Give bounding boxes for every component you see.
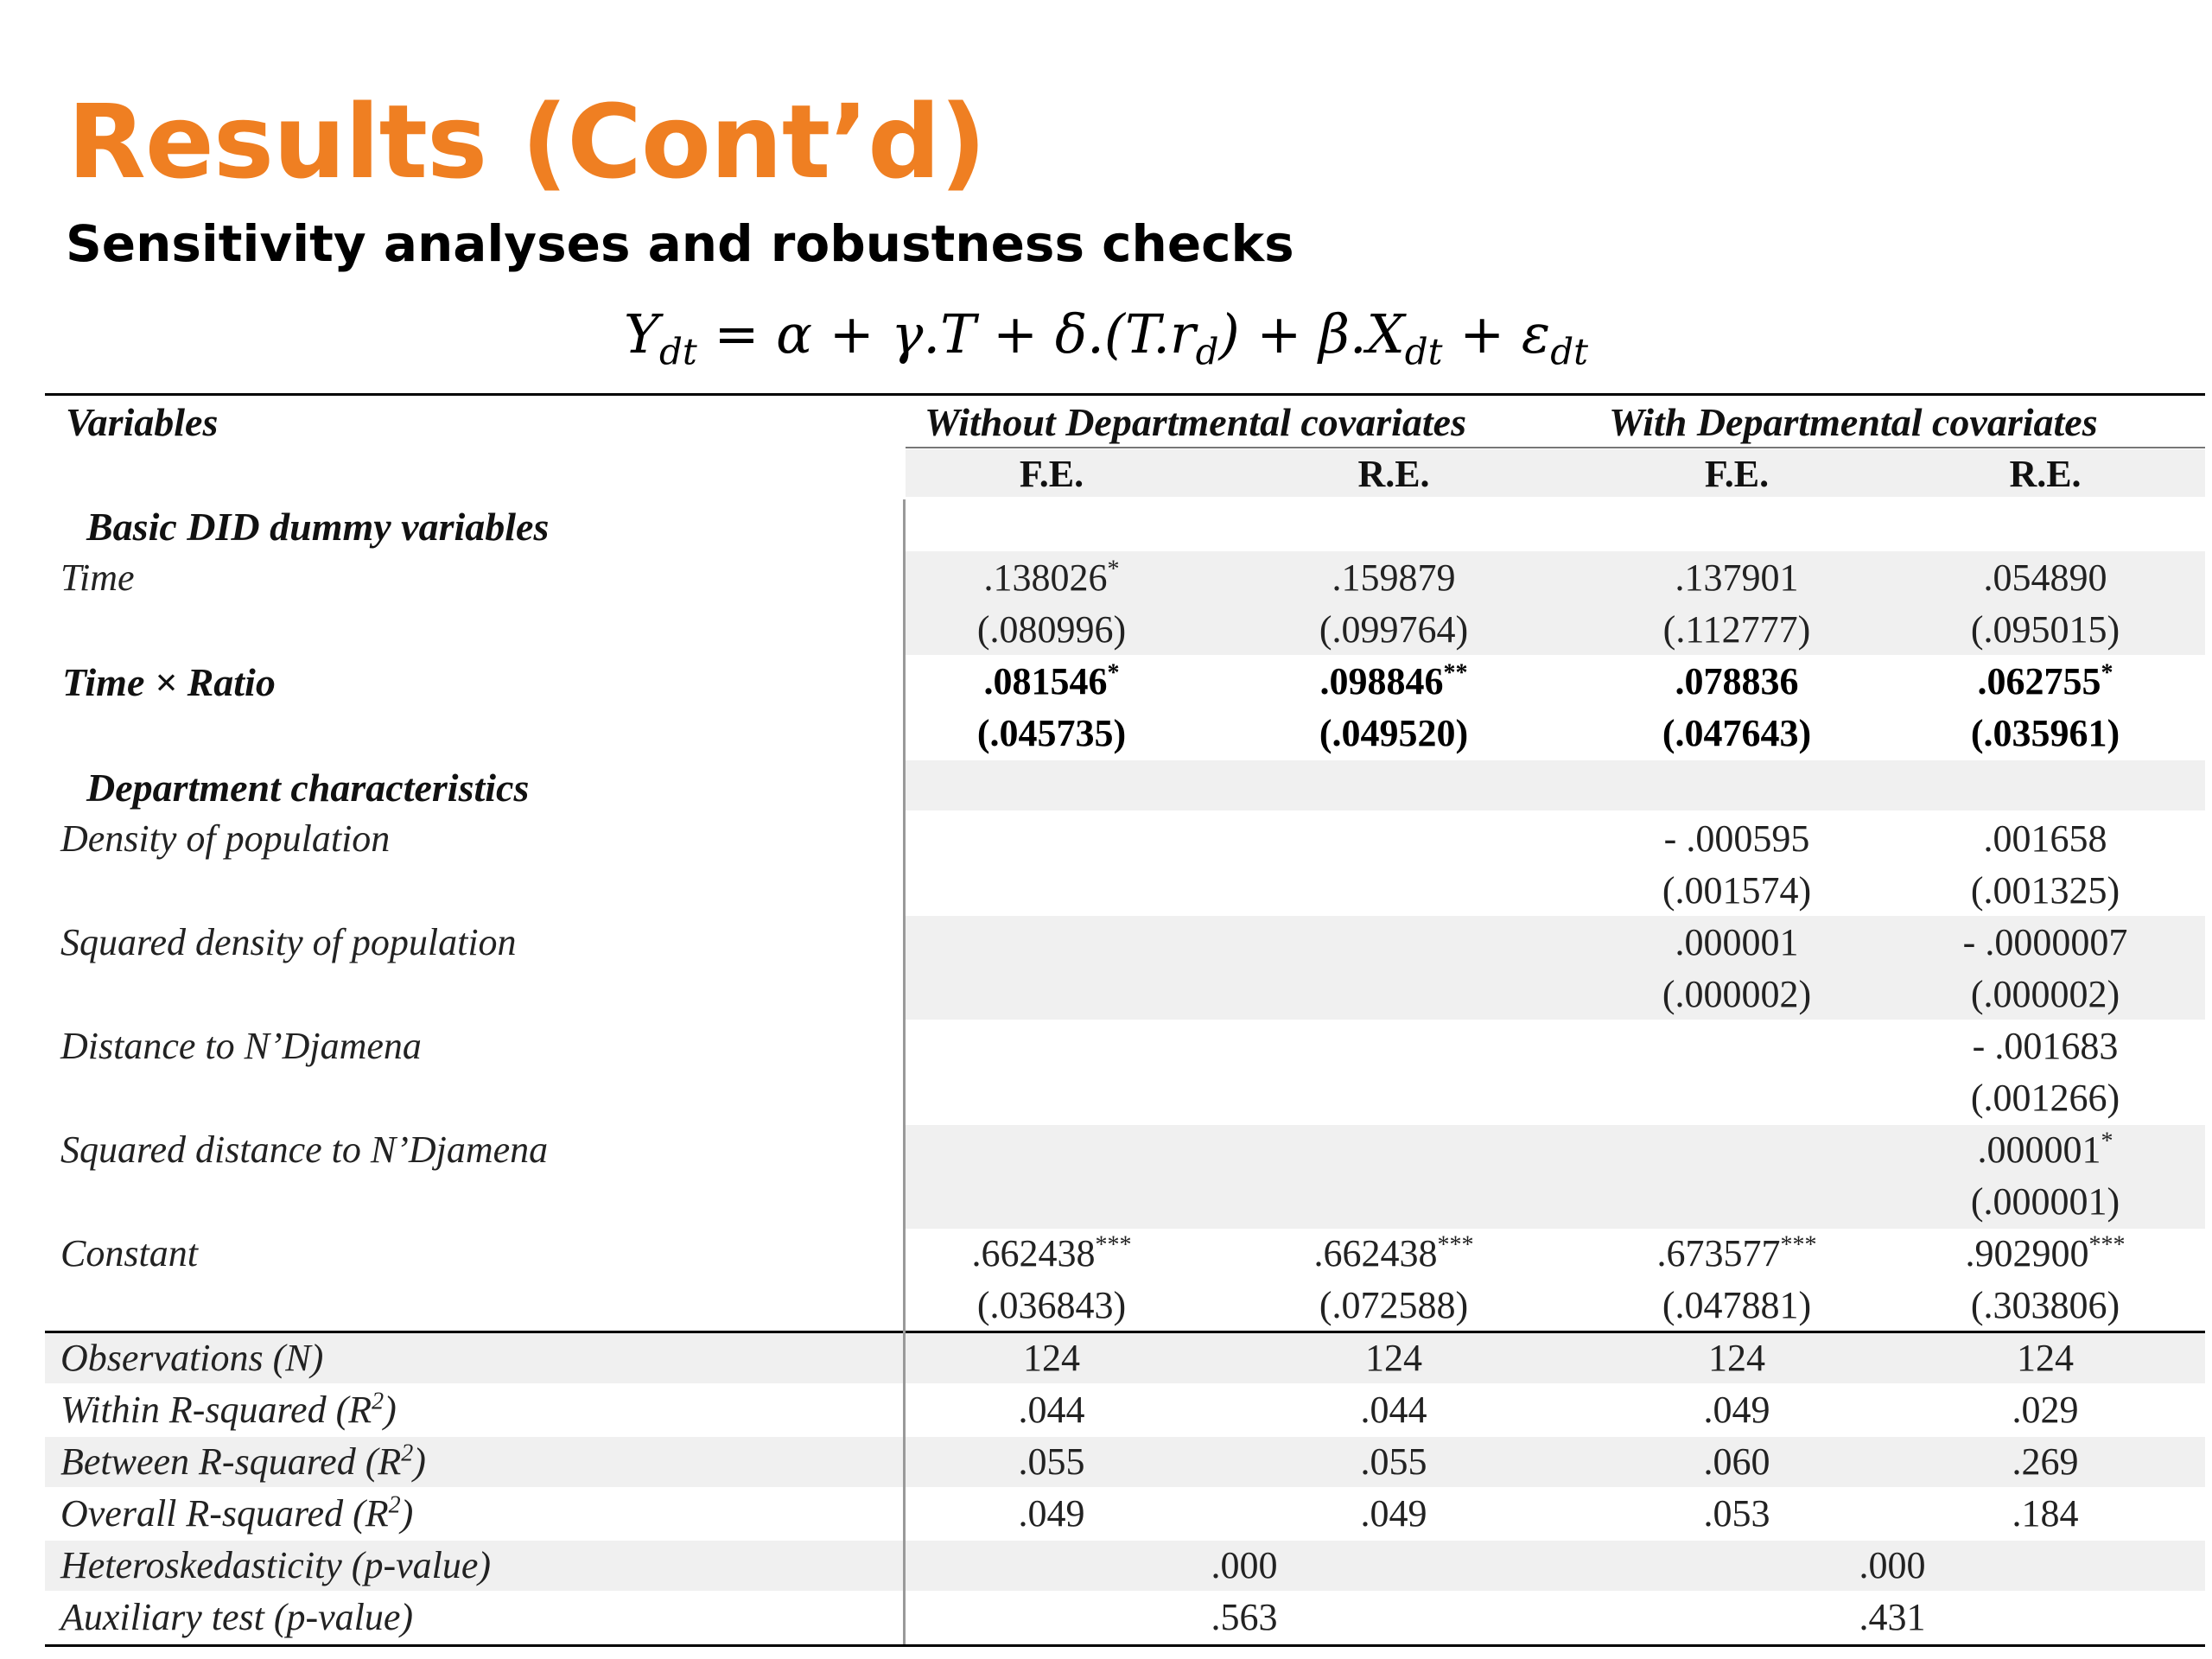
- header-fe-1: F.E.: [1019, 453, 1084, 495]
- band-obs: [45, 1333, 2205, 1383]
- row-label-sq-density: Squared density of population: [60, 921, 517, 963]
- within-c2: .044: [1360, 1389, 1427, 1431]
- ratio-c1-se: (.045735): [976, 712, 1127, 754]
- sqdistance-c4-se: (.000001): [1970, 1180, 2120, 1223]
- header-variables: Variables: [66, 400, 219, 444]
- header-re-2: R.E.: [2009, 453, 2082, 495]
- within-c3: .049: [1703, 1389, 1770, 1431]
- time-c3-se: (.112777): [1662, 608, 1811, 651]
- ratio-c3-se: (.047643): [1662, 712, 1812, 754]
- header-re-1: R.E.: [1357, 453, 1430, 495]
- obs-c2: 124: [1365, 1337, 1422, 1379]
- distance-c4: - .001683: [1972, 1025, 2119, 1067]
- obs-c1: 124: [1023, 1337, 1080, 1379]
- density-c4-se: (.001325): [1970, 869, 2120, 912]
- slide-subtitle: Sensitivity analyses and robustness checks: [66, 214, 1294, 273]
- density-c4: .001658: [1983, 817, 2107, 860]
- ratio-c2-se: (.049520): [1319, 712, 1469, 754]
- time-c1: .138026*: [983, 556, 1120, 599]
- sqdistance-c4: .000001*: [1977, 1128, 2113, 1171]
- time-c1-se: (.080996): [976, 608, 1127, 651]
- table-top-rule: [45, 393, 2205, 396]
- row-label-heteroskedasticity: Heteroskedasticity (p-value): [60, 1544, 492, 1586]
- row-label-constant: Constant: [60, 1232, 198, 1274]
- overall-c3: .053: [1703, 1492, 1770, 1535]
- between-c3: .060: [1703, 1440, 1770, 1483]
- within-c1: .044: [1018, 1389, 1085, 1431]
- constant-c4: .902900***: [1965, 1231, 2126, 1274]
- row-label-time: Time: [60, 556, 135, 599]
- time-c4: .054890: [1983, 556, 2107, 599]
- within-c4: .029: [2012, 1389, 2079, 1431]
- column-divider: [903, 499, 906, 1644]
- header-with-covariates: With Departmental covariates: [1609, 400, 2098, 444]
- aux-g2: .431: [1859, 1596, 1926, 1638]
- hetero-g2: .000: [1859, 1544, 1926, 1586]
- density-c3: - .000595: [1663, 817, 1810, 860]
- row-label-overall-r2: Overall R-squared $(R^2)$: [60, 1491, 414, 1535]
- header-fe-2: F.E.: [1704, 453, 1770, 495]
- ratio-c2: .098846**: [1319, 659, 1468, 702]
- ratio-c3: .078836: [1675, 660, 1799, 702]
- row-label-between-r2: Between R-squared $(R^2)$: [60, 1440, 426, 1483]
- row-label-sq-distance: Squared distance to N’Djamena: [60, 1128, 549, 1171]
- sqdensity-c4-se: (.000002): [1970, 973, 2120, 1015]
- overall-c4: .184: [2012, 1492, 2079, 1535]
- overall-c2: .049: [1360, 1492, 1427, 1535]
- sqdensity-c3: .000001: [1675, 921, 1799, 963]
- section-basic-did: Basic DID dummy variables: [86, 505, 550, 549]
- obs-c3: 124: [1708, 1337, 1765, 1379]
- constant-c2: .662438***: [1313, 1231, 1474, 1274]
- slide-title: Results (Cont’d): [67, 82, 986, 201]
- constant-c1-se: (.036843): [976, 1284, 1127, 1326]
- row-label-observations: Observations (N): [60, 1337, 324, 1379]
- distance-c4-se: (.001266): [1970, 1077, 2120, 1119]
- row-label-time-ratio: Time × Ratio: [62, 660, 276, 704]
- time-c2: .159879: [1332, 556, 1456, 599]
- time-c4-se: (.095015): [1970, 608, 2120, 651]
- density-c3-se: (.001574): [1662, 869, 1812, 912]
- obs-c4: 124: [2017, 1337, 2074, 1379]
- aux-g1: .563: [1211, 1596, 1278, 1638]
- section-department: Department characteristics: [86, 766, 530, 810]
- row-label-density: Density of population: [60, 817, 391, 860]
- hetero-g1: .000: [1211, 1544, 1278, 1586]
- sqdensity-c4: - .0000007: [1962, 921, 2128, 963]
- ratio-c4: .062755*: [1977, 659, 2113, 702]
- between-c1: .055: [1018, 1440, 1085, 1483]
- model-equation: $Y_{dt} = \alpha + \gamma.T + \delta.(T.r_d) + \beta.X_{dt} + \varepsilon_{dt}$: [624, 302, 1588, 373]
- time-c3: .137901: [1675, 556, 1799, 599]
- table-bottom-rule: [45, 1644, 2205, 1647]
- stats-rule: [45, 1331, 2205, 1333]
- constant-c3-se: (.047881): [1662, 1284, 1812, 1326]
- ratio-c4-se: (.035961): [1970, 712, 2120, 754]
- constant-c3: .673577***: [1656, 1231, 1817, 1274]
- constant-c2-se: (.072588): [1319, 1284, 1469, 1326]
- band-dept: [906, 760, 2205, 810]
- header-without-covariates: Without Departmental covariates: [925, 400, 1466, 444]
- row-label-within-r2: Within R-squared $(R^2)$: [60, 1388, 397, 1431]
- constant-c4-se: (.303806): [1970, 1284, 2120, 1326]
- time-c2-se: (.099764): [1319, 608, 1469, 651]
- sqdensity-c3-se: (.000002): [1662, 973, 1812, 1015]
- constant-c1: .662438***: [971, 1231, 1132, 1274]
- row-label-distance: Distance to N’Djamena: [60, 1025, 422, 1067]
- between-c4: .269: [2012, 1440, 2079, 1483]
- ratio-c1: .081546*: [983, 659, 1120, 702]
- between-c2: .055: [1360, 1440, 1427, 1483]
- overall-c1: .049: [1018, 1492, 1085, 1535]
- row-label-auxiliary: Auxiliary test (p-value): [60, 1596, 414, 1638]
- header-underline: [906, 447, 2205, 448]
